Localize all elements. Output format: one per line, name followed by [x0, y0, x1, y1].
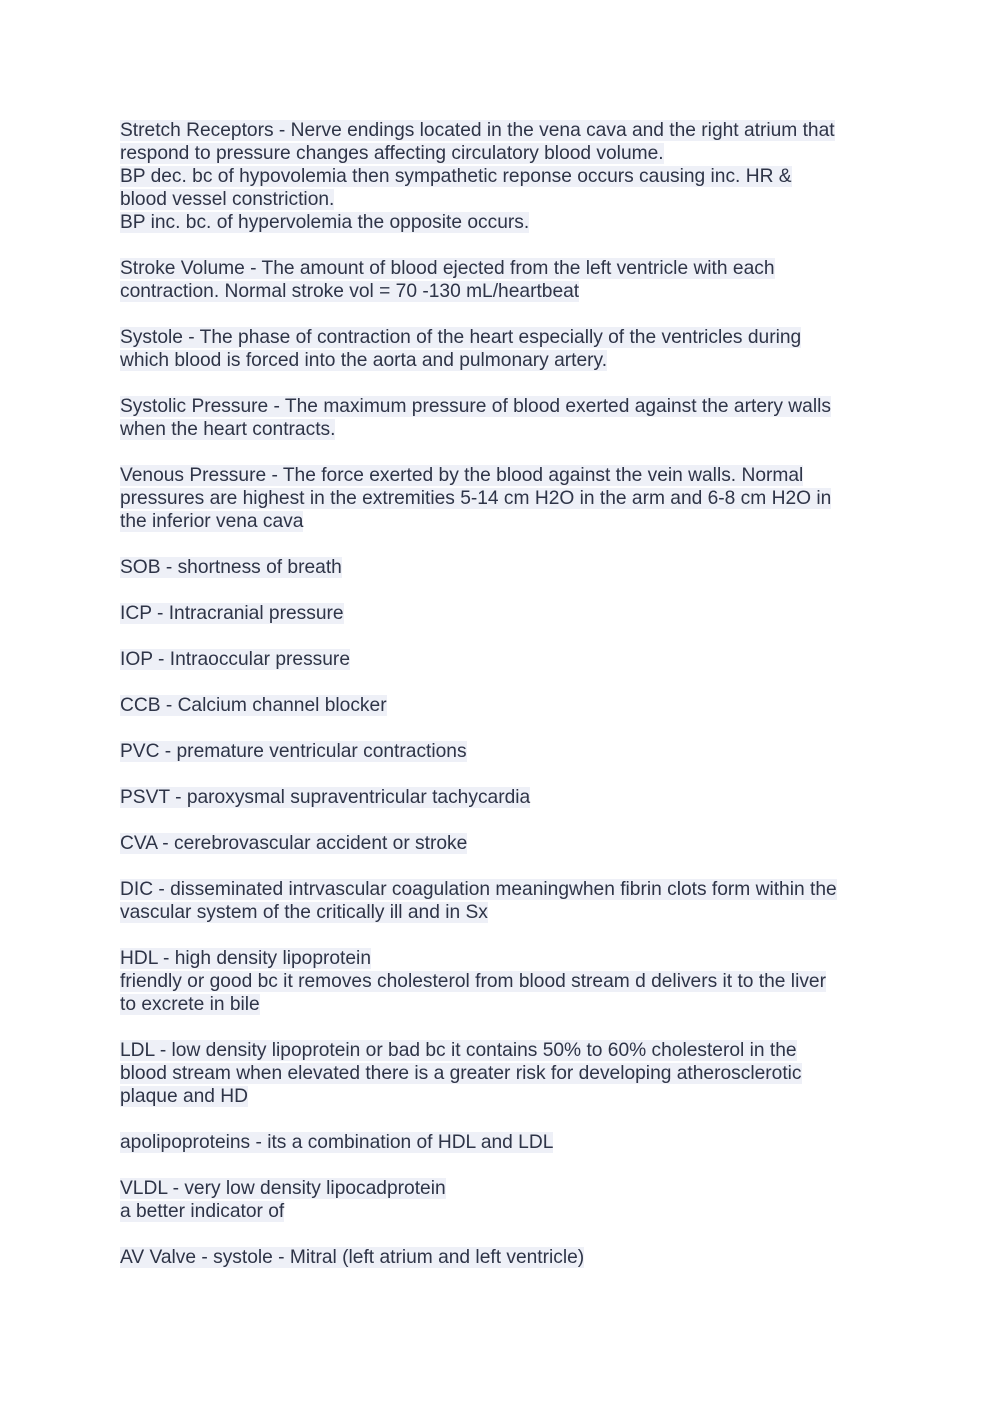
- entry-vldl: [120, 1177, 880, 1223]
- entry-stroke-volume: [120, 257, 880, 303]
- entry-hdl: [120, 947, 880, 1016]
- entry-systolic-pressure: [120, 395, 880, 441]
- text-line: BP inc. bc. of hypervolemia the opposite occurs.: [120, 212, 530, 233]
- text-line: vascular system of the critically ill and in Sx: [120, 902, 488, 923]
- text-line: a better indicator of: [120, 1201, 285, 1222]
- entry-sob: [120, 556, 880, 579]
- entry-icp: [120, 602, 880, 625]
- text-line: friendly or good bc it removes cholesterol from blood stream d delivers it to the liver: [120, 971, 826, 992]
- text-line: blood stream when elevated there is a greater risk for developing atherosclerotic: [120, 1063, 802, 1084]
- text-line: pressures are highest in the extremities 5-14 cm H2O in the arm and 6-8 cm H2O in: [120, 488, 832, 509]
- text-line: apolipoproteins - its a combination of HDL and LDL: [120, 1132, 554, 1153]
- entry-stretch-receptors: [120, 119, 880, 234]
- entry-cva: [120, 832, 880, 855]
- text-line: IOP - Intraoccular pressure: [120, 649, 350, 670]
- entry-pvc: [120, 740, 880, 763]
- text-line: Stroke Volume - The amount of blood ejected from the left ventricle with each: [120, 258, 775, 279]
- entry-systole: [120, 326, 880, 372]
- text-line: AV Valve - systole - Mitral (left atrium and left ventricle): [120, 1247, 585, 1268]
- text-line: Systolic Pressure - The maximum pressure of blood exerted against the artery walls: [120, 396, 831, 417]
- text-line: DIC - disseminated intrvascular coagulation meaningwhen fibrin clots form within the: [120, 879, 837, 900]
- text-line: SOB - shortness of breath: [120, 557, 342, 578]
- text-line: the inferior vena cava: [120, 511, 304, 532]
- text-line: CCB - Calcium channel blocker: [120, 695, 387, 716]
- text-line: when the heart contracts.: [120, 419, 336, 440]
- text-line: which blood is forced into the aorta and pulmonary artery.: [120, 350, 608, 371]
- text-line: Venous Pressure - The force exerted by the blood against the vein walls. Normal: [120, 465, 804, 486]
- document-page: [120, 119, 880, 1292]
- entry-dic: [120, 878, 880, 924]
- text-line: contraction. Normal stroke vol = 70 -130 mL/heartbeat: [120, 281, 580, 302]
- text-line: respond to pressure changes affecting circulatory blood volume.: [120, 143, 664, 164]
- entry-ccb: [120, 694, 880, 717]
- text-line: PSVT - paroxysmal supraventricular tachycardia: [120, 787, 531, 808]
- entry-psvt: [120, 786, 880, 809]
- entry-av-valve: [120, 1246, 880, 1269]
- text-line: LDL - low density lipoprotein or bad bc it contains 50% to 60% cholesterol in the: [120, 1040, 797, 1061]
- text-line: Systole - The phase of contraction of the heart especially of the ventricles during: [120, 327, 802, 348]
- text-line: BP dec. bc of hypovolemia then sympathetic reponse occurs causing inc. HR &: [120, 166, 792, 187]
- entry-apolipoproteins: [120, 1131, 880, 1154]
- text-line: ICP - Intracranial pressure: [120, 603, 344, 624]
- entry-iop: [120, 648, 880, 671]
- text-line: HDL - high density lipoprotein: [120, 948, 371, 969]
- text-line: blood vessel constriction.: [120, 189, 335, 210]
- text-line: VLDL - very low density lipocadprotein: [120, 1178, 446, 1199]
- entry-ldl: [120, 1039, 880, 1108]
- text-line: CVA - cerebrovascular accident or stroke: [120, 833, 468, 854]
- text-line: PVC - premature ventricular contractions: [120, 741, 467, 762]
- text-line: plaque and HD: [120, 1086, 249, 1107]
- text-line: Stretch Receptors - Nerve endings located in the vena cava and the right atrium that: [120, 120, 835, 141]
- text-line: to excrete in bile: [120, 994, 260, 1015]
- entry-venous-pressure: [120, 464, 880, 533]
